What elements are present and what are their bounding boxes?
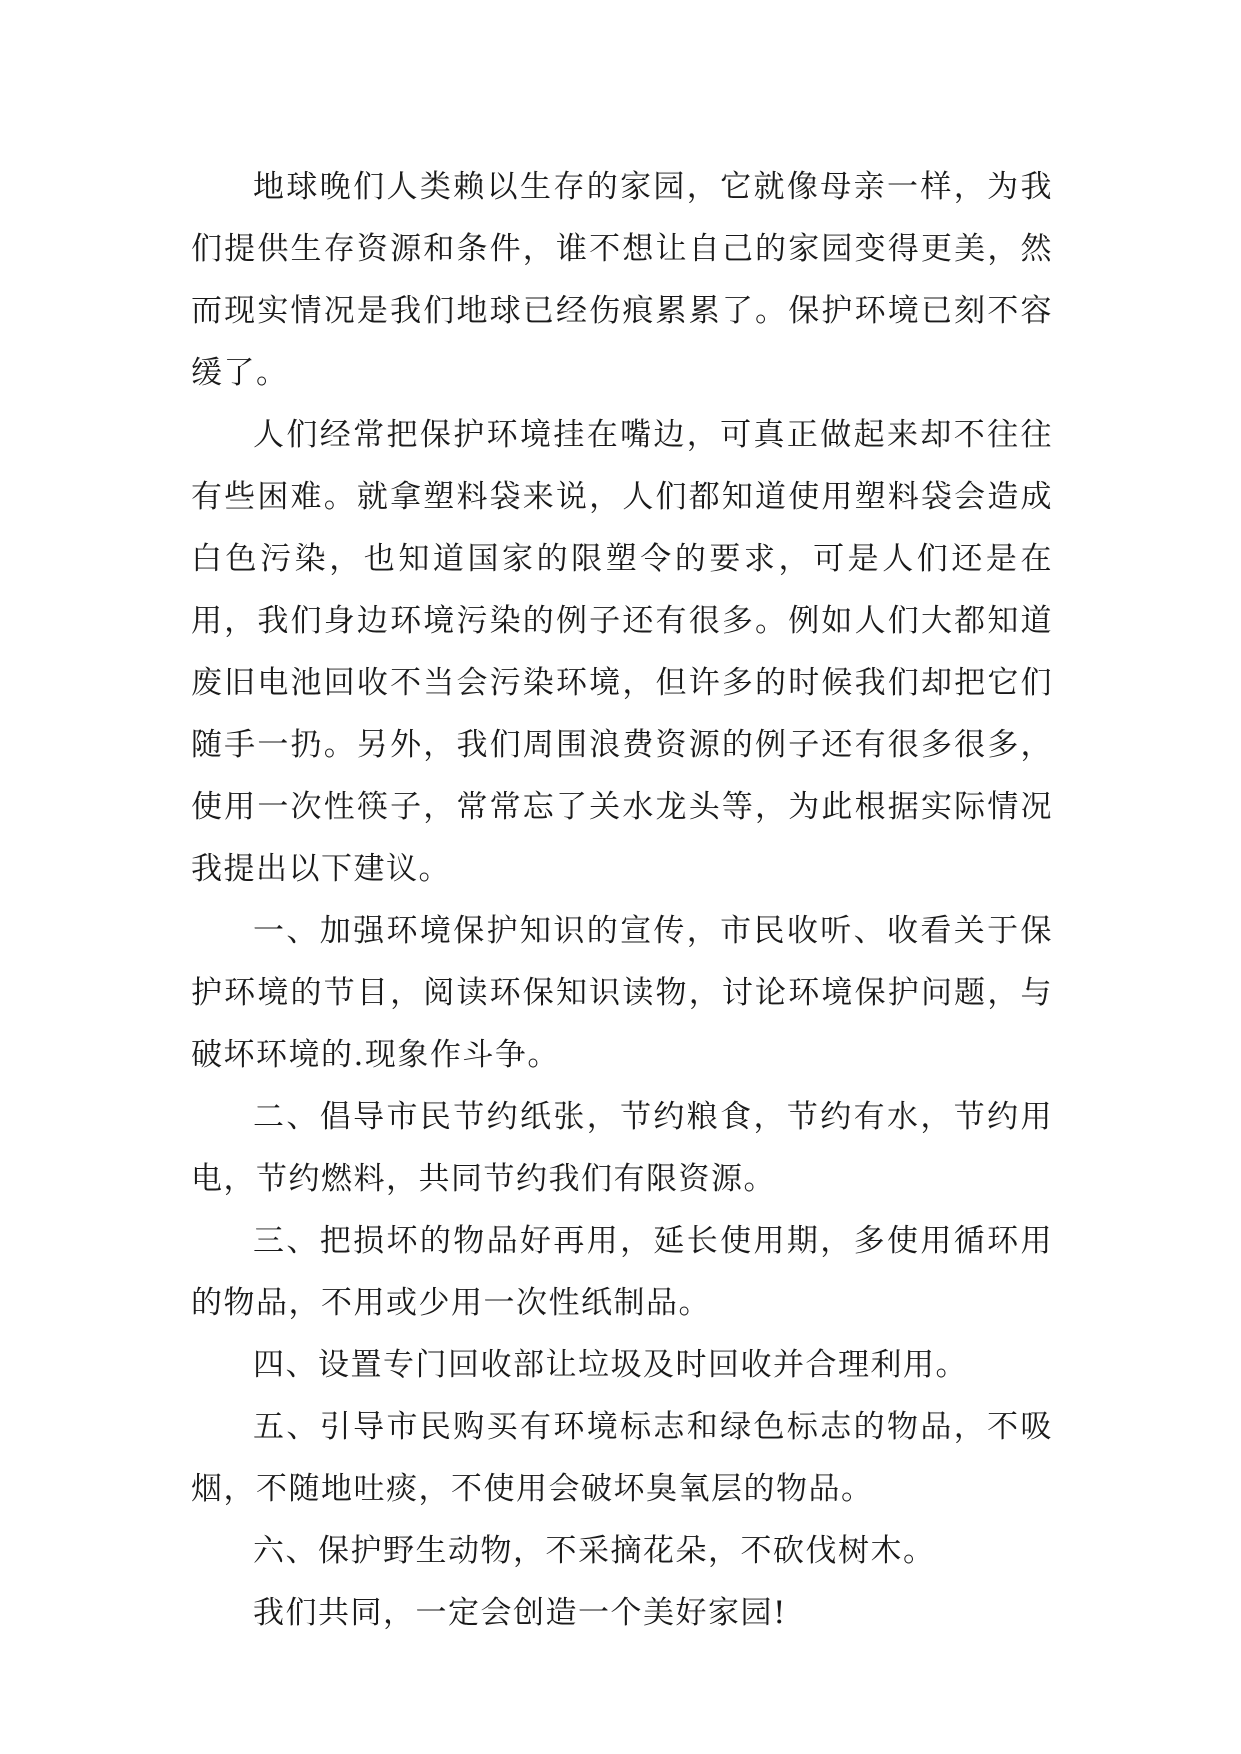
paragraph-suggestion-2: 二、倡导市民节约纸张，节约粮食，节约有水，节约用电，节约燃料，共同节约我们有限资源。 (191, 1099, 1053, 1197)
paragraph-suggestion-6: 六、保护野生动物，不采摘花朵，不砍伐树木。 (253, 1533, 936, 1569)
document-body (191, 156, 1053, 1644)
paragraph-closing: 我们共同，一定会创造一个美好家园! (253, 1595, 787, 1631)
paragraph-intro: 地球晚们人类赖以生存的家园，它就像母亲一样，为我们提供生存资源和条件，谁不想让自己的家园变得更美，然而现实情况是我们地球已经伤痕累累了。保护环境已刻不容缓了。 (191, 169, 1053, 391)
paragraph-suggestion-4: 四、设置专门回收部让垃圾及时回收并合理利用。 (253, 1347, 968, 1383)
paragraph-suggestion-5: 五、引导市民购买有环境标志和绿色标志的物品，不吸烟，不随地吐痰，不使用会破坏臭氧层的物品。 (191, 1409, 1053, 1507)
paragraph-suggestion-1: 一、加强环境保护知识的宣传，市民收听、收看关于保护环境的节目，阅读环保知识读物，讨论环境保护问题，与破坏环境的.现象作斗争。 (191, 913, 1053, 1073)
paragraph-problem: 人们经常把保护环境挂在嘴边，可真正做起来却不往往有些困难。就拿塑料袋来说，人们都知道使用塑料袋会造成白色污染，也知道国家的限塑令的要求，可是人们还是在用，我们身边环境污染的例子还有很多。例如人们大都知道废旧电池回收不当会污染环境，但许多的时候我们却把它们随手一扔。另外，我们周围浪费资源的例子还有很多很多，使用一次性筷子，常常忘了关水龙头等，为此根据实际情况我提出以下建议。 (191, 417, 1053, 887)
paragraph-suggestion-3: 三、把损坏的物品好再用，延长使用期，多使用循环用的物品，不用或少用一次性纸制品。 (191, 1223, 1053, 1321)
